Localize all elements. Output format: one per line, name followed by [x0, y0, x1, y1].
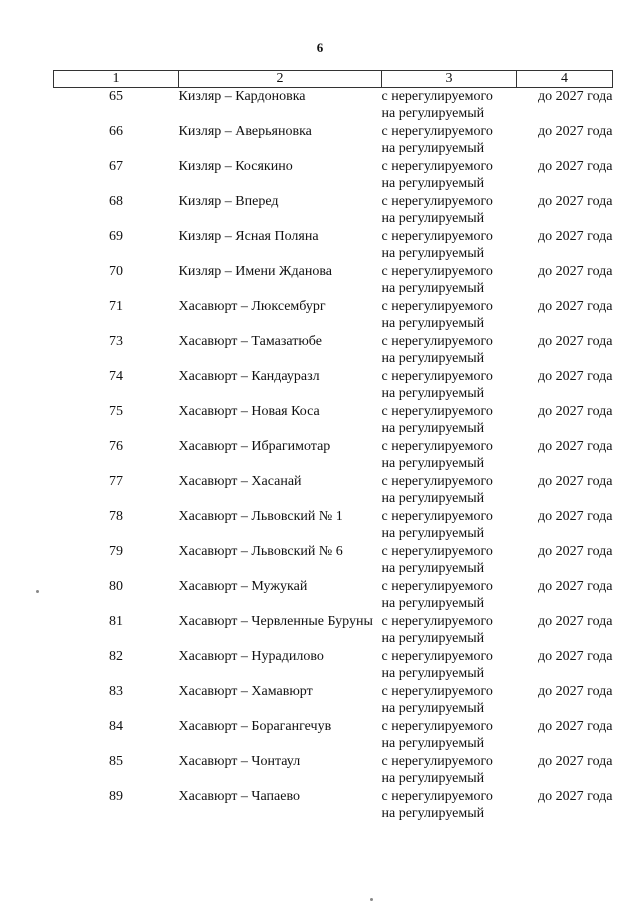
table-row — [54, 123, 613, 158]
table-row — [54, 333, 613, 368]
mode-to: на регулируемый — [381, 631, 485, 646]
route-deadline: до 2027 года — [538, 719, 613, 734]
mode-to: на регулируемый — [381, 526, 485, 541]
mode-to: на регулируемый — [381, 316, 485, 331]
mode-to: на регулируемый — [381, 106, 485, 121]
route-number: 68 — [109, 194, 123, 209]
route-mode-change — [382, 333, 517, 368]
route-mode-change — [382, 438, 517, 473]
route-deadline: до 2027 года — [538, 124, 613, 139]
route-mode-change — [382, 228, 517, 263]
route-name: Кизляр – Кардоновка — [178, 89, 306, 104]
mode-to: на регулируемый — [381, 456, 485, 471]
route-number: 85 — [109, 754, 123, 769]
table-row — [54, 228, 613, 263]
mode-from: с нерегулируемого — [381, 579, 493, 594]
mode-to: на регулируемый — [381, 491, 485, 506]
route-mode-change — [382, 683, 517, 718]
mode-from: с нерегулируемого — [381, 124, 493, 139]
mode-from: с нерегулируемого — [381, 89, 493, 104]
route-mode-change — [382, 718, 517, 753]
mode-to: на регулируемый — [381, 281, 485, 296]
route-name: Хасавюрт – Нурадилово — [178, 649, 324, 664]
mode-from: с нерегулируемого — [381, 264, 493, 279]
route-mode-change — [382, 543, 517, 578]
mode-to: на регулируемый — [381, 561, 485, 576]
table-row — [54, 683, 613, 718]
route-name: Хасавюрт – Львовский № 1 — [178, 509, 343, 524]
mode-from: с нерегулируемого — [381, 369, 493, 384]
column-header-1: 1 — [54, 71, 179, 88]
route-deadline: до 2027 года — [538, 579, 613, 594]
mode-from: с нерегулируемого — [381, 789, 493, 804]
route-name: Хасавюрт – Новая Коса — [178, 404, 320, 419]
route-number: 70 — [109, 264, 123, 279]
column-header-4: 4 — [517, 71, 613, 88]
route-mode-change — [382, 473, 517, 508]
table-row — [54, 613, 613, 648]
route-number: 83 — [109, 684, 123, 699]
column-header-3: 3 — [382, 71, 517, 88]
table-row — [54, 88, 613, 124]
route-mode-change — [382, 88, 517, 124]
route-number: 74 — [109, 369, 123, 384]
table-row — [54, 403, 613, 438]
route-mode-change — [382, 193, 517, 228]
mode-to: на регулируемый — [381, 141, 485, 156]
route-mode-change — [382, 263, 517, 298]
table-row — [54, 193, 613, 228]
route-name: Кизляр – Ясная Поляна — [178, 229, 319, 244]
route-number: 71 — [109, 299, 123, 314]
mode-from: с нерегулируемого — [381, 334, 493, 349]
route-deadline: до 2027 года — [538, 754, 613, 769]
route-name: Хасавюрт – Кандауразл — [178, 369, 320, 384]
page-number: 6 — [316, 40, 324, 55]
route-deadline: до 2027 года — [538, 369, 613, 384]
mode-from: с нерегулируемого — [381, 684, 493, 699]
table-row — [54, 368, 613, 403]
route-mode-change — [382, 158, 517, 193]
route-mode-change — [382, 578, 517, 613]
route-deadline: до 2027 года — [538, 649, 613, 664]
mode-to: на регулируемый — [381, 211, 485, 226]
column-header-2: 2 — [179, 71, 382, 88]
mode-from: с нерегулируемого — [381, 614, 493, 629]
route-deadline: до 2027 года — [538, 474, 613, 489]
mode-to: на регулируемый — [381, 806, 485, 821]
route-number: 65 — [109, 89, 123, 104]
route-name: Кизляр – Имени Жданова — [178, 264, 332, 279]
table-header-row — [54, 71, 613, 88]
table-row — [54, 578, 613, 613]
route-number: 80 — [109, 579, 123, 594]
mode-from: с нерегулируемого — [381, 194, 493, 209]
table-row — [54, 543, 613, 578]
mode-to: на регулируемый — [381, 596, 485, 611]
route-name: Хасавюрт – Борагангечув — [178, 719, 332, 734]
mode-from: с нерегулируемого — [381, 404, 493, 419]
route-deadline: до 2027 года — [538, 509, 613, 524]
table-row — [54, 718, 613, 753]
route-number: 67 — [109, 159, 123, 174]
route-name: Кизляр – Косякино — [178, 159, 293, 174]
route-mode-change — [382, 508, 517, 543]
table-row — [54, 158, 613, 193]
route-name: Кизляр – Вперед — [178, 194, 279, 209]
mode-to: на регулируемый — [381, 666, 485, 681]
route-number: 69 — [109, 229, 123, 244]
route-number: 81 — [109, 614, 123, 629]
route-deadline: до 2027 года — [538, 404, 613, 419]
mode-from: с нерегулируемого — [381, 439, 493, 454]
route-name: Хасавюрт – Хамавюрт — [178, 684, 313, 699]
route-mode-change — [382, 298, 517, 333]
route-number: 79 — [109, 544, 123, 559]
route-name: Хасавюрт – Мужукай — [178, 579, 308, 594]
route-number: 75 — [109, 404, 123, 419]
route-name: Хасавюрт – Чонтаул — [178, 754, 301, 769]
route-number: 78 — [109, 509, 123, 524]
table-row — [54, 298, 613, 333]
mode-from: с нерегулируемого — [381, 299, 493, 314]
route-mode-change — [382, 123, 517, 158]
mode-from: с нерегулируемого — [381, 754, 493, 769]
route-number: 89 — [109, 789, 123, 804]
mode-to: на регулируемый — [381, 386, 485, 401]
table-row — [54, 438, 613, 473]
route-deadline: до 2027 года — [538, 789, 613, 804]
route-mode-change — [382, 753, 517, 788]
mode-to: на регулируемый — [381, 246, 485, 261]
route-deadline: до 2027 года — [538, 439, 613, 454]
route-deadline: до 2027 года — [538, 334, 613, 349]
route-name: Хасавюрт – Тамазатюбе — [178, 334, 322, 349]
route-number: 73 — [109, 334, 123, 349]
route-name: Хасавюрт – Хасанай — [178, 474, 302, 489]
route-deadline: до 2027 года — [538, 299, 613, 314]
route-deadline: до 2027 года — [538, 614, 613, 629]
mode-to: на регулируемый — [381, 351, 485, 366]
mode-from: с нерегулируемого — [381, 159, 493, 174]
mode-from: с нерегулируемого — [381, 474, 493, 489]
mode-to: на регулируемый — [381, 771, 485, 786]
route-deadline: до 2027 года — [538, 194, 613, 209]
table-row — [54, 788, 613, 823]
route-mode-change — [382, 368, 517, 403]
route-deadline: до 2027 года — [538, 544, 613, 559]
mode-from: с нерегулируемого — [381, 719, 493, 734]
route-name: Хасавюрт – Ибрагимотар — [178, 439, 331, 454]
route-name: Хасавюрт – Червленные Буруны — [178, 614, 373, 629]
route-number: 77 — [109, 474, 123, 489]
route-name: Хасавюрт – Чапаево — [178, 789, 300, 804]
route-name: Хасавюрт – Люксембург — [178, 299, 326, 314]
table-body — [54, 88, 613, 824]
table-row — [54, 473, 613, 508]
route-name: Хасавюрт – Львовский № 6 — [178, 544, 343, 559]
route-deadline: до 2027 года — [538, 684, 613, 699]
scan-artifact — [370, 898, 373, 901]
mode-to: на регулируемый — [381, 421, 485, 436]
mode-to: на регулируемый — [381, 176, 485, 191]
route-deadline: до 2027 года — [538, 264, 613, 279]
route-deadline: до 2027 года — [538, 229, 613, 244]
mode-to: на регулируемый — [381, 736, 485, 751]
mode-from: с нерегулируемого — [381, 509, 493, 524]
route-mode-change — [382, 788, 517, 823]
route-mode-change — [382, 648, 517, 683]
mode-to: на регулируемый — [381, 701, 485, 716]
table-row — [54, 508, 613, 543]
route-mode-change — [382, 403, 517, 438]
scan-artifact — [36, 590, 39, 593]
route-number: 84 — [109, 719, 123, 734]
route-mode-change — [382, 613, 517, 648]
route-deadline: до 2027 года — [538, 159, 613, 174]
table-row — [54, 263, 613, 298]
mode-from: с нерегулируемого — [381, 649, 493, 664]
route-number: 66 — [109, 124, 123, 139]
mode-from: с нерегулируемого — [381, 229, 493, 244]
table-row — [54, 648, 613, 683]
route-deadline: до 2027 года — [538, 89, 613, 104]
route-number: 76 — [109, 439, 123, 454]
table-row — [54, 753, 613, 788]
mode-from: с нерегулируемого — [381, 544, 493, 559]
route-name: Кизляр – Аверьяновка — [178, 124, 312, 139]
route-number: 82 — [109, 649, 123, 664]
route-table — [53, 70, 613, 823]
